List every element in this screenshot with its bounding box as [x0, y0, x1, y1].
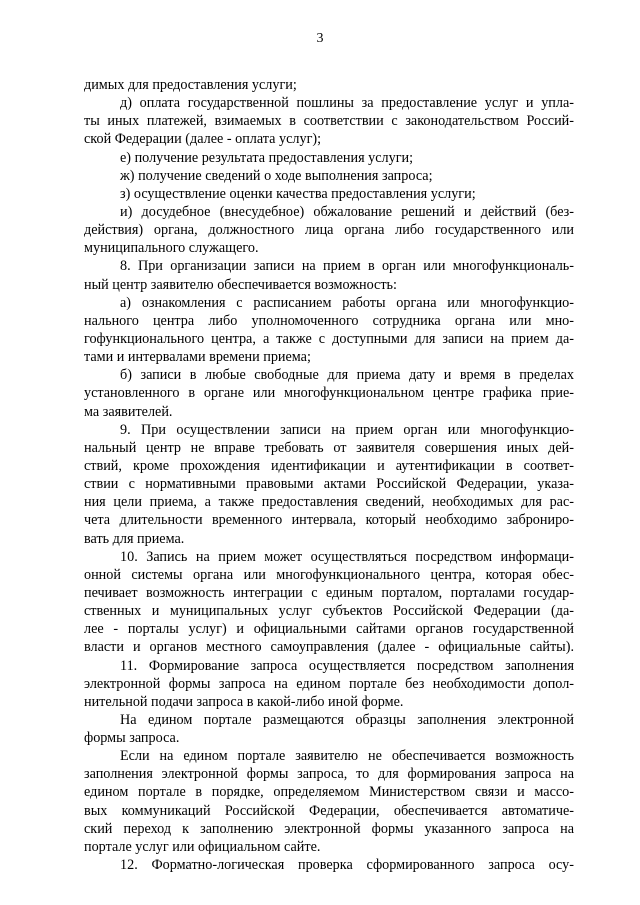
text-line: заполнения электронной формы запроса, то для формирования запроса на: [84, 766, 574, 783]
text-line: ствий, кроме прохождения идентификации и аутентификации в соответ-: [84, 457, 574, 474]
text-line: онной системы органа или многофункционального центра, которая обес-: [84, 566, 574, 583]
document-body: [84, 76, 574, 874]
text-line: 12. Форматно-логическая проверка сформированного запроса осу-: [120, 857, 574, 874]
text-line: 10. Запись на прием может осуществляться посредством информаци-: [120, 548, 574, 565]
text-line: ты иных платежей, взимаемых в соответствии с законодательством Россий-: [84, 113, 574, 130]
text-line: чета длительности временного интервала, который необходимо заброниро-: [84, 512, 574, 529]
text-line: электронной формы запроса на едином портале без необходимости допол-: [84, 675, 574, 692]
text-line: тами и интервалами времени приема;: [84, 349, 311, 366]
text-line: портале услуг или официальном сайте.: [84, 838, 321, 855]
text-line: 11. Формирование запроса осуществляется посредством заполнения: [120, 657, 574, 674]
text-line: установленного в органе или многофункциональном центре графика прие-: [84, 385, 574, 402]
text-line: ской Федерации (далее - оплата услуг);: [84, 131, 322, 148]
text-line: з) осуществление оценки качества предоставления услуги;: [120, 185, 476, 202]
text-line: д) оплата государственной пошлины за предоставление услуг и упла-: [120, 95, 574, 112]
text-line: ственных и муниципальных услуг субъектов Российской Федерации (да-: [84, 603, 574, 620]
text-line: е) получение результата предоставления услуги;: [120, 149, 414, 166]
text-line: власти и органов местного самоуправления (далее - официальные сайты).: [84, 639, 574, 656]
text-line: а) ознакомления с расписанием работы органа или многофункцио-: [120, 294, 574, 311]
text-line: нительной подачи запроса в какой-либо иной форме.: [84, 693, 404, 710]
text-line: гофункционального центра, а также с доступными для записи на прием да-: [84, 330, 574, 347]
text-line: 9. При осуществлении записи на прием орган или многофункцио-: [120, 421, 574, 438]
text-line: и) досудебное (внесудебное) обжалование решений и действий (без-: [120, 203, 574, 220]
text-line: лее - порталы услуг) и официальными сайтами органов государственной: [84, 621, 574, 638]
text-line: На едином портале размещаются образцы заполнения электронной: [120, 711, 574, 728]
text-line: б) записи в любые свободные для приема дату и время в пределах: [120, 367, 574, 384]
text-line: ма заявителей.: [84, 403, 173, 420]
text-line: вать для приема.: [84, 530, 185, 547]
text-line: нальный центр не вправе требовать от заявителя совершения иных дей-: [84, 439, 574, 456]
text-line: Если на едином портале заявителю не обеспечивается возможность: [120, 748, 574, 765]
text-line: действия) органа, должностного лица органа либо государственного или: [84, 222, 574, 239]
text-line: печивает возможность интеграции с единым порталом, порталами государ-: [84, 584, 574, 601]
text-line: 8. При организации записи на прием в орган или многофункциональ-: [120, 258, 574, 275]
text-line: ж) получение сведений о ходе выполнения запроса;: [120, 167, 433, 184]
text-line: формы запроса.: [84, 730, 180, 747]
text-line: ствии с нормативными правовыми актами Российской Федерации, указа-: [84, 476, 574, 493]
text-line: нального центра либо уполномоченного сотрудника органа или мно-: [84, 312, 574, 329]
text-line: ный центр заявителю обеспечивается возможность:: [84, 276, 397, 293]
text-line: ский переход к заполнению электронной формы указанного запроса на: [84, 820, 574, 837]
text-line: димых для предоставления услуги;: [84, 77, 297, 93]
text-line: муниципального служащего.: [84, 240, 259, 257]
text-line: вых коммуникаций Российской Федерации, обеспечивается автоматиче-: [84, 802, 574, 819]
page-number: 3: [316, 31, 324, 46]
text-line: едином портале в порядке, определяемом Министерством связи и массо-: [84, 784, 574, 801]
text-line: ния цели приема, а также предоставления сведений, необходимых для рас-: [84, 494, 574, 511]
